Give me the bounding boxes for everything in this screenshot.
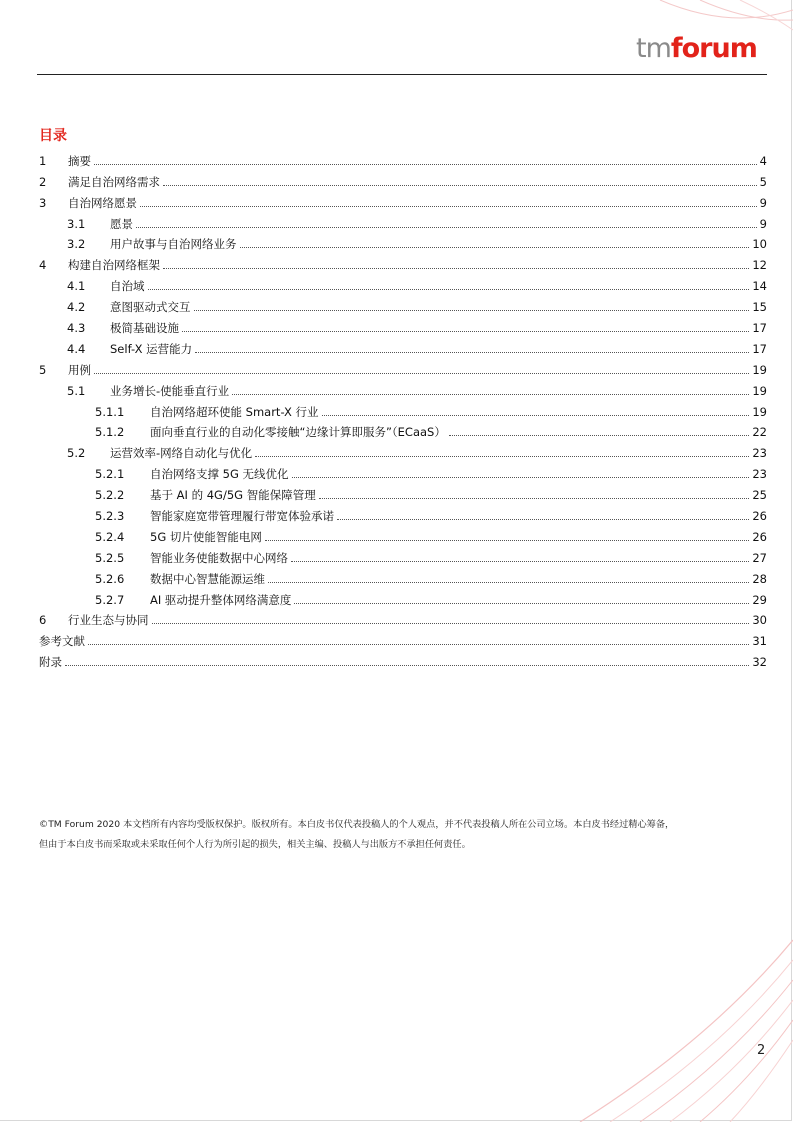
toc-entry[interactable]: 附录 32 <box>39 655 767 670</box>
toc-entry[interactable]: 3.1 愿景 9 <box>67 216 767 231</box>
toc-entry[interactable]: 5.1.2 面向垂直行业的自动化零接触“边缘计算即服务”（ECaaS） 22 <box>95 425 767 440</box>
bottom-swoosh-decoration <box>560 900 793 1122</box>
toc-entry[interactable]: 4.4 Self-X 运营能力 17 <box>67 341 767 356</box>
toc-entry[interactable]: 5 用例 19 <box>39 362 767 377</box>
toc-entry[interactable]: 5.2 运营效率-网络自动化与优化 23 <box>67 446 767 461</box>
toc-entry[interactable]: 5.2.2 基于 AI 的 4G/5G 智能保障管理 25 <box>95 488 767 503</box>
table-of-contents <box>39 147 767 669</box>
toc-entry[interactable]: 5.1 业务增长-使能垂直行业 19 <box>67 383 767 398</box>
toc-entry[interactable]: 2 满足自治网络需求 5 <box>39 174 767 189</box>
tmforum-logo: tmforum <box>636 33 757 64</box>
toc-entry[interactable]: 5.2.3 智能家庭宽带管理履行带宽体验承诺 26 <box>95 509 767 524</box>
toc-entry[interactable]: 5.2.4 5G 切片使能智能电网 26 <box>95 529 767 544</box>
toc-entry[interactable]: 5.2.6 数据中心智慧能源运维 28 <box>95 571 767 586</box>
header-rule <box>37 74 767 75</box>
toc-entry[interactable]: 4.2 意图驱动式交互 15 <box>67 300 767 315</box>
toc-entry[interactable]: 5.2.7 AI 驱动提升整体网络满意度 29 <box>95 592 767 607</box>
toc-entry[interactable]: 4.1 自治域 14 <box>67 279 767 294</box>
toc-entry[interactable]: 4.3 极简基础设施 17 <box>67 321 767 336</box>
copyright-line: ©TM Forum 2020 本文档所有内容均受版权保护。版权所有。本白皮书仅代表投稿人的个人观点，并不代表投稿人所在公司立场。本白皮书经过精心筹备， <box>39 819 675 830</box>
toc-entry[interactable]: 3 自治网络愿景 9 <box>39 195 767 210</box>
copyright-notice <box>39 815 774 855</box>
toc-entry[interactable]: 1 摘要 4 <box>39 153 767 168</box>
toc-title: 目录 <box>39 128 67 144</box>
toc-entry[interactable]: 6 行业生态与协同 30 <box>39 613 767 628</box>
toc-entry[interactable]: 4 构建自治网络框架 12 <box>39 258 767 273</box>
toc-entry[interactable]: 参考文献 31 <box>39 634 767 649</box>
toc-entry[interactable]: 5.1.1 自治网络超环使能 Smart-X 行业 19 <box>95 404 767 419</box>
copyright-line: 但由于本白皮书而采取或未采取任何个人行为所引起的损失，相关主编、投稿人与出版方不承担任何责任。 <box>39 839 471 850</box>
toc-entry[interactable]: 3.2 用户故事与自治网络业务 10 <box>67 237 767 252</box>
toc-entry[interactable]: 5.2.5 智能业务使能数据中心网络 27 <box>95 550 767 565</box>
page-number: 2 <box>757 1043 766 1058</box>
toc-entry[interactable]: 5.2.1 自治网络支撑 5G 无线优化 23 <box>95 467 767 482</box>
